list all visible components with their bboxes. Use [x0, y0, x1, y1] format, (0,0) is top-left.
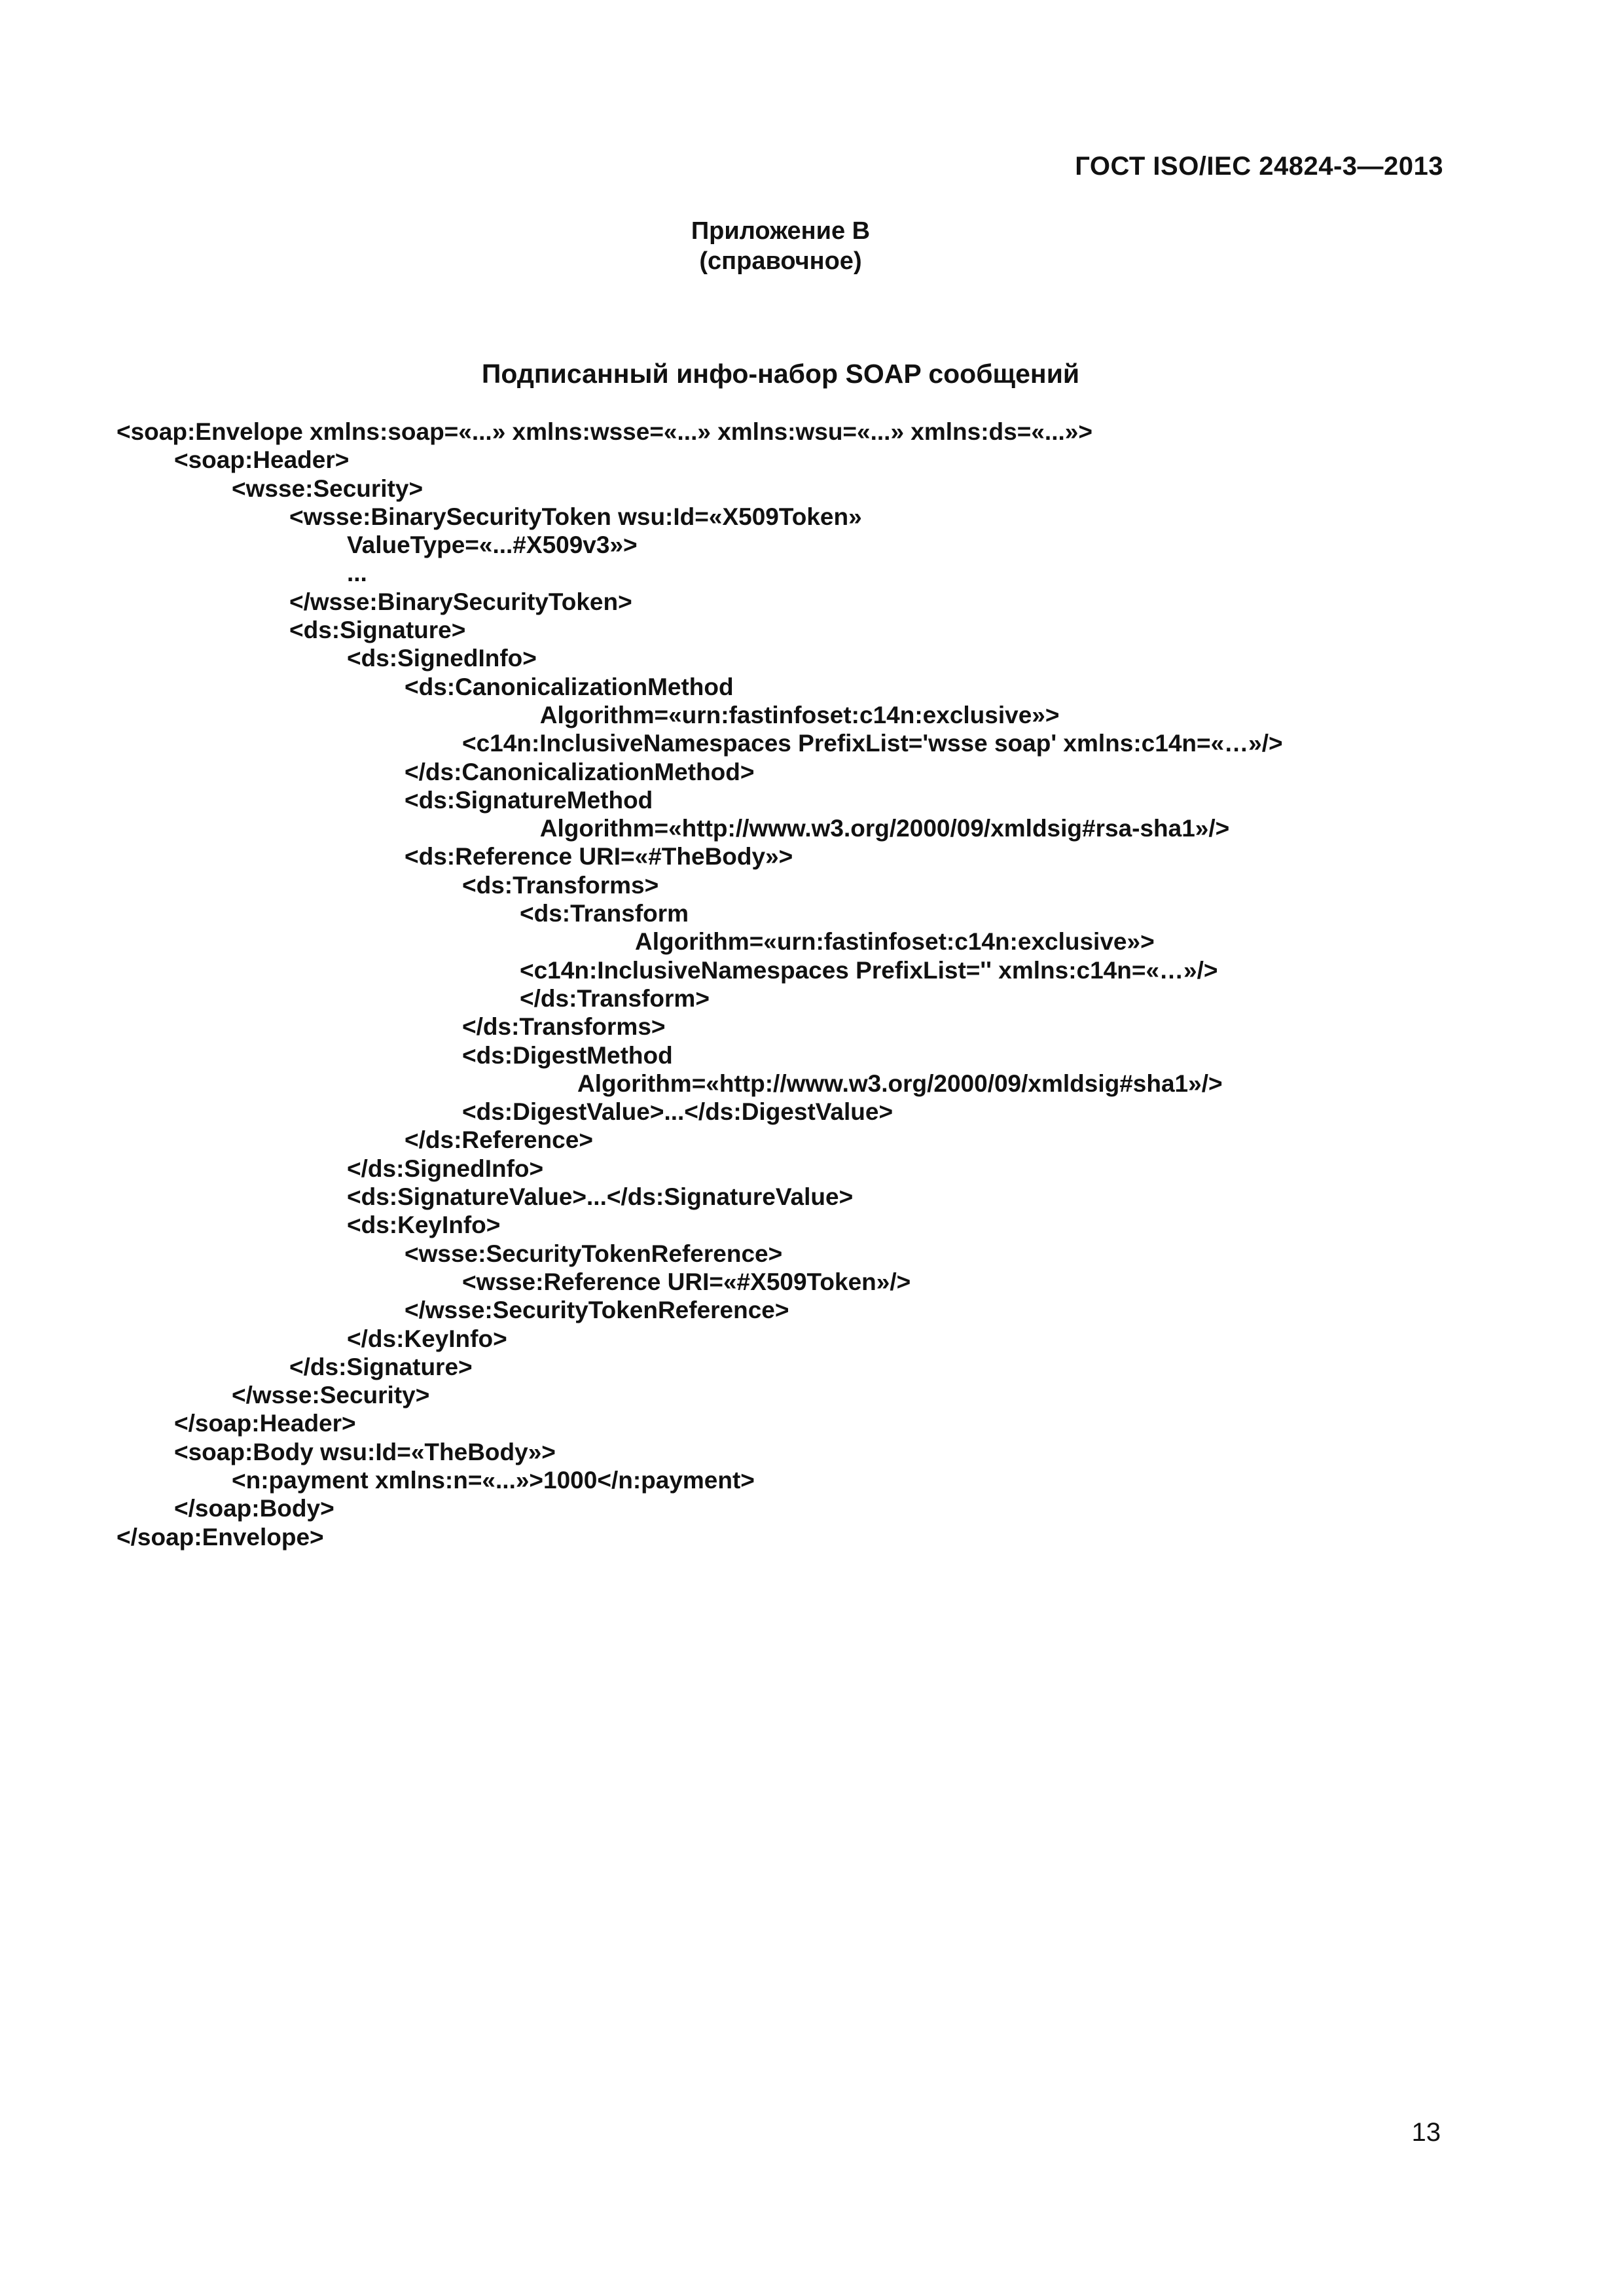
code-line: </wsse:SecurityTokenReference> [405, 1297, 789, 1324]
document-title: Подписанный инфо-набор SOAP сообщений [481, 359, 1080, 389]
code-line: <wsse:Reference URI=«#X509Token»/> [462, 1268, 911, 1295]
code-line: <soap:Header> [174, 446, 350, 474]
code-line: <c14n:InclusiveNamespaces PrefixList='wsse soap' xmlns:c14n=«…»/> [462, 730, 1283, 757]
code-line: <wsse:BinarySecurityToken wsu:Id=«X509Token» [289, 503, 862, 530]
code-line: </soap:Header> [174, 1410, 356, 1437]
code-line: <ds:DigestValue>...</ds:DigestValue> [462, 1098, 893, 1126]
code-line: </ds:Reference> [405, 1126, 593, 1154]
code-line: <ds:Transforms> [462, 871, 659, 899]
code-line: <ds:Signature> [289, 617, 466, 644]
code-line: <ds:DigestMethod [462, 1041, 673, 1069]
code-line: </ds:Transforms> [462, 1013, 666, 1041]
code-line: </ds:CanonicalizationMethod> [405, 758, 755, 785]
code-line: </ds:SignedInfo> [347, 1155, 544, 1182]
code-line: ValueType=«...#X509v3»> [347, 531, 638, 559]
code-line: <ds:KeyInfo> [347, 1211, 501, 1239]
code-line: <ds:Transform [520, 900, 689, 927]
code-line: </wsse:Security> [232, 1382, 430, 1409]
code-line: <c14n:InclusiveNamespaces PrefixList='' xmlns:c14n=«…»/> [520, 956, 1218, 984]
code-line: Algorithm=«urn:fastinfoset:c14n:exclusive»> [539, 701, 1060, 728]
code-line: <ds:CanonicalizationMethod [405, 673, 734, 700]
code-line: <soap:Body wsu:Id=«TheBody»> [174, 1438, 556, 1465]
appendix-heading [0, 216, 1561, 276]
code-line: <soap:Envelope xmlns:soap=«...» xmlns:wsse=«...» xmlns:wsu=«...» xmlns:ds=«...»> [117, 418, 1092, 445]
code-line: <ds:Reference URI=«#TheBody»> [405, 843, 793, 870]
code-line: </ds:KeyInfo> [347, 1325, 507, 1352]
appendix-type: (справочное) [699, 247, 862, 275]
code-line: Algorithm=«http://www.w3.org/2000/09/xmldsig#rsa-sha1»/> [539, 815, 1230, 842]
code-line: <n:payment xmlns:n=«...»>1000</n:payment> [232, 1466, 755, 1494]
code-line: Algorithm=«urn:fastinfoset:c14n:exclusive»> [635, 928, 1155, 956]
standard-number: ГОСТ ISO/IEC 24824-3—2013 [1075, 152, 1443, 181]
code-line: <wsse:Security> [232, 475, 424, 502]
code-line: <ds:SignatureMethod [405, 786, 653, 814]
code-line: </wsse:BinarySecurityToken> [289, 588, 632, 615]
code-line: </soap:Body> [174, 1495, 334, 1522]
code-line: <ds:SignedInfo> [347, 645, 537, 672]
code-line: </ds:Signature> [289, 1353, 473, 1380]
appendix-label: Приложение В [691, 217, 871, 245]
code-line: ... [347, 560, 367, 587]
code-line: </ds:Transform> [520, 984, 710, 1012]
code-line: <wsse:SecurityTokenReference> [405, 1240, 783, 1267]
code-line: <ds:SignatureValue>...</ds:SignatureValue> [347, 1183, 854, 1211]
code-line: </soap:Envelope> [117, 1523, 324, 1551]
code-line: Algorithm=«http://www.w3.org/2000/09/xmldsig#sha1»/> [577, 1069, 1223, 1097]
page-number: 13 [1411, 2118, 1441, 2147]
xml-code-listing [117, 418, 1557, 1551]
